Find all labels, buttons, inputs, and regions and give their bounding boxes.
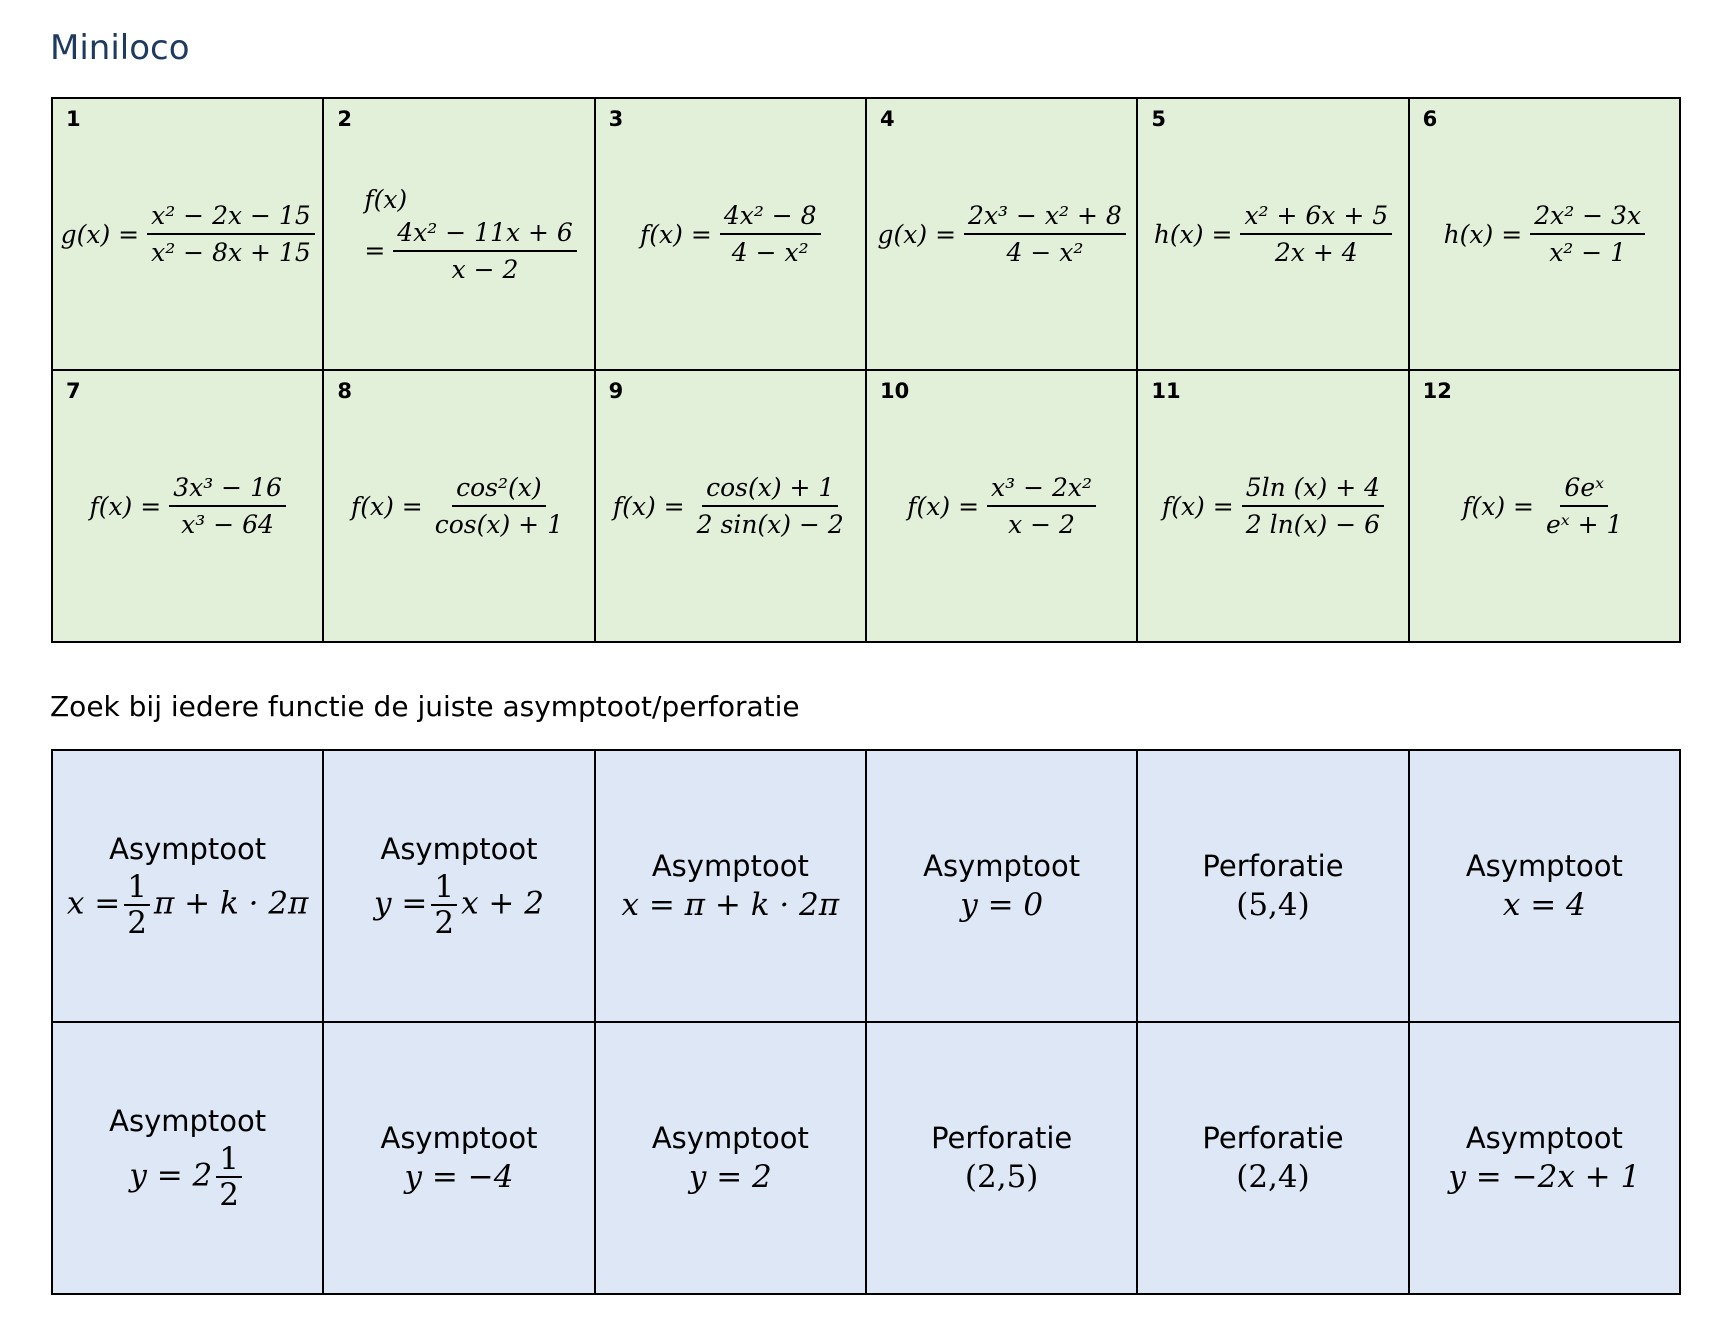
- function-cell-3: [596, 99, 867, 371]
- answer-label: Asymptoot: [651, 1121, 809, 1155]
- function-formula: [351, 473, 567, 539]
- answer-cell-3: [596, 751, 867, 1023]
- formula-numerator: 5ln (x) + 4: [1242, 473, 1384, 507]
- formula-lhs: f(x) =: [640, 219, 712, 249]
- function-formula: [613, 473, 848, 539]
- formula-numerator: x³ − 2x²: [987, 473, 1096, 507]
- answer-expression: [129, 1142, 246, 1212]
- cell-number: 4: [880, 107, 895, 131]
- frac-num: 1: [124, 870, 150, 906]
- frac-den: 2: [219, 1177, 239, 1213]
- page-title: Miniloco: [50, 28, 190, 68]
- formula-lhs: f(x) =: [350, 491, 423, 521]
- answer-cell-1: [53, 751, 324, 1023]
- formula-lhs: h(x) =: [1443, 219, 1523, 249]
- formula-lhs: f(x): [364, 184, 408, 214]
- function-formula: [1154, 201, 1392, 267]
- formula-denominator: x − 2: [451, 254, 519, 284]
- function-cell-11: [1138, 371, 1409, 643]
- answer-label: Asymptoot: [651, 849, 809, 883]
- frac-den: 2: [434, 905, 455, 941]
- formula-lhs: g(x) =: [60, 219, 140, 249]
- function-grid: [51, 97, 1681, 643]
- answer-expression: (2,4): [1236, 1159, 1310, 1195]
- answer-cell-8: [324, 1023, 595, 1295]
- formula-denominator: eˣ + 1: [1546, 510, 1623, 539]
- formula-numerator: x² + 6x + 5: [1240, 201, 1392, 235]
- answer-label: Asymptoot: [109, 1103, 267, 1138]
- answer-label: Asymptoot: [1465, 849, 1623, 883]
- formula-denominator: x² − 8x + 15: [151, 238, 311, 267]
- answer-label: Asymptoot: [109, 831, 267, 866]
- answer-expression: y = 0: [960, 887, 1044, 923]
- function-cell-12: [1410, 371, 1681, 643]
- formula-lhs: f(x) =: [907, 491, 980, 521]
- formula-denominator: x − 2: [1008, 510, 1075, 539]
- expr-pre: x =: [66, 885, 121, 922]
- answer-label: Asymptoot: [923, 849, 1081, 883]
- formula-lhs: g(x) =: [877, 219, 957, 249]
- answer-cell-9: [596, 1023, 867, 1295]
- function-cell-5: [1138, 99, 1409, 371]
- function-formula: [878, 201, 1126, 267]
- answer-expression: [67, 870, 309, 940]
- function-cell-9: [596, 371, 867, 643]
- function-formula: [1444, 201, 1645, 267]
- formula-numerator: x² − 2x − 15: [147, 201, 315, 235]
- cell-number: 12: [1422, 379, 1452, 403]
- function-cell-7: [53, 371, 324, 643]
- answer-cell-10: [867, 1023, 1138, 1295]
- answer-expression: y = −2x + 1: [1448, 1159, 1641, 1195]
- function-cell-2: [324, 99, 595, 371]
- formula-numerator: 6eˣ: [1560, 473, 1608, 507]
- cell-number: 1: [66, 107, 81, 131]
- formula-lhs: h(x) =: [1153, 219, 1233, 249]
- formula-numerator: 3x³ − 16: [169, 473, 286, 507]
- instruction-text: Zoek bij iedere functie de juiste asymptoot/perforatie: [50, 690, 800, 723]
- answer-cell-4: [867, 751, 1138, 1023]
- answer-expression: (2,5): [964, 1159, 1039, 1195]
- function-cell-4: [867, 99, 1138, 371]
- answer-expression: x = π + k · 2π: [621, 887, 840, 923]
- formula-denominator: 2 ln(x) − 6: [1245, 510, 1381, 539]
- cell-number: 10: [880, 379, 910, 403]
- formula-lhs: f(x) =: [612, 491, 685, 521]
- cell-number: 3: [608, 107, 624, 131]
- answer-grid: [51, 749, 1681, 1295]
- answer-cell-5: [1138, 751, 1409, 1023]
- expr-post: π + k · 2π: [153, 885, 309, 922]
- formula-denominator: x³ − 64: [181, 510, 274, 539]
- cell-number: 6: [1422, 107, 1438, 131]
- answer-expression: (5,4): [1236, 887, 1310, 923]
- answer-expression: [374, 870, 544, 940]
- cell-number: 9: [608, 379, 624, 403]
- function-formula: [640, 201, 821, 267]
- answer-expression: y = 2: [688, 1159, 772, 1195]
- frac-num: 1: [216, 1142, 242, 1178]
- formula-lhs: f(x) =: [1161, 491, 1234, 521]
- expr-pre: y =: [374, 885, 428, 922]
- formula-numerator: cos(x) + 1: [702, 473, 838, 507]
- function-cell-6: [1410, 99, 1681, 371]
- answer-cell-11: [1138, 1023, 1409, 1295]
- formula-denominator: 2 sin(x) − 2: [696, 510, 844, 539]
- cell-number: 7: [66, 379, 81, 403]
- formula-numerator: 2x² − 3x: [1530, 201, 1645, 235]
- function-cell-10: [867, 371, 1138, 643]
- answer-cell-7: [53, 1023, 324, 1295]
- formula-denominator: 4 − x²: [731, 238, 809, 267]
- answer-label: Asymptoot: [380, 831, 538, 866]
- expr-pre: y = 2: [129, 1157, 213, 1194]
- answer-label: Perforatie: [931, 1121, 1073, 1155]
- answer-cell-2: [324, 751, 595, 1023]
- cell-number: 5: [1151, 107, 1166, 131]
- formula-numerator: 4x² − 11x + 6: [393, 218, 577, 252]
- formula-numerator: 4x² − 8: [720, 201, 821, 235]
- answer-label: Asymptoot: [1465, 1121, 1623, 1155]
- answer-label: Perforatie: [1202, 849, 1344, 883]
- function-formula: [61, 201, 315, 267]
- function-formula: [1462, 473, 1626, 539]
- function-formula: [364, 218, 576, 284]
- formula-denominator: x² − 1: [1549, 238, 1627, 267]
- function-formula: [907, 473, 1096, 539]
- expr-post: x + 2: [461, 885, 544, 922]
- formula-equals: =: [364, 236, 386, 265]
- formula-lhs: f(x) =: [1462, 491, 1534, 521]
- answer-expression: y = −4: [404, 1159, 514, 1195]
- frac-num: 1: [431, 870, 457, 906]
- frac-den: 2: [127, 905, 147, 941]
- cell-number: 11: [1151, 379, 1181, 403]
- answer-cell-6: [1410, 751, 1681, 1023]
- answer-expression: x = 4: [1502, 887, 1586, 923]
- formula-denominator: 4 − x²: [1006, 238, 1084, 267]
- function-formula: [89, 473, 285, 539]
- formula-denominator: 2x + 4: [1274, 238, 1358, 267]
- function-formula: [1162, 473, 1384, 539]
- formula-numerator: 2x³ − x² + 8: [964, 201, 1126, 235]
- cell-number: 2: [337, 107, 352, 131]
- answer-label: Asymptoot: [380, 1121, 538, 1155]
- formula-numerator: cos²(x): [452, 473, 546, 507]
- answer-cell-12: [1410, 1023, 1681, 1295]
- answer-label: Perforatie: [1202, 1121, 1344, 1155]
- formula-lhs: f(x) =: [89, 491, 162, 521]
- formula-denominator: cos(x) + 1: [434, 510, 563, 539]
- function-cell-8: [324, 371, 595, 643]
- cell-number: 8: [337, 379, 352, 403]
- function-cell-1: [53, 99, 324, 371]
